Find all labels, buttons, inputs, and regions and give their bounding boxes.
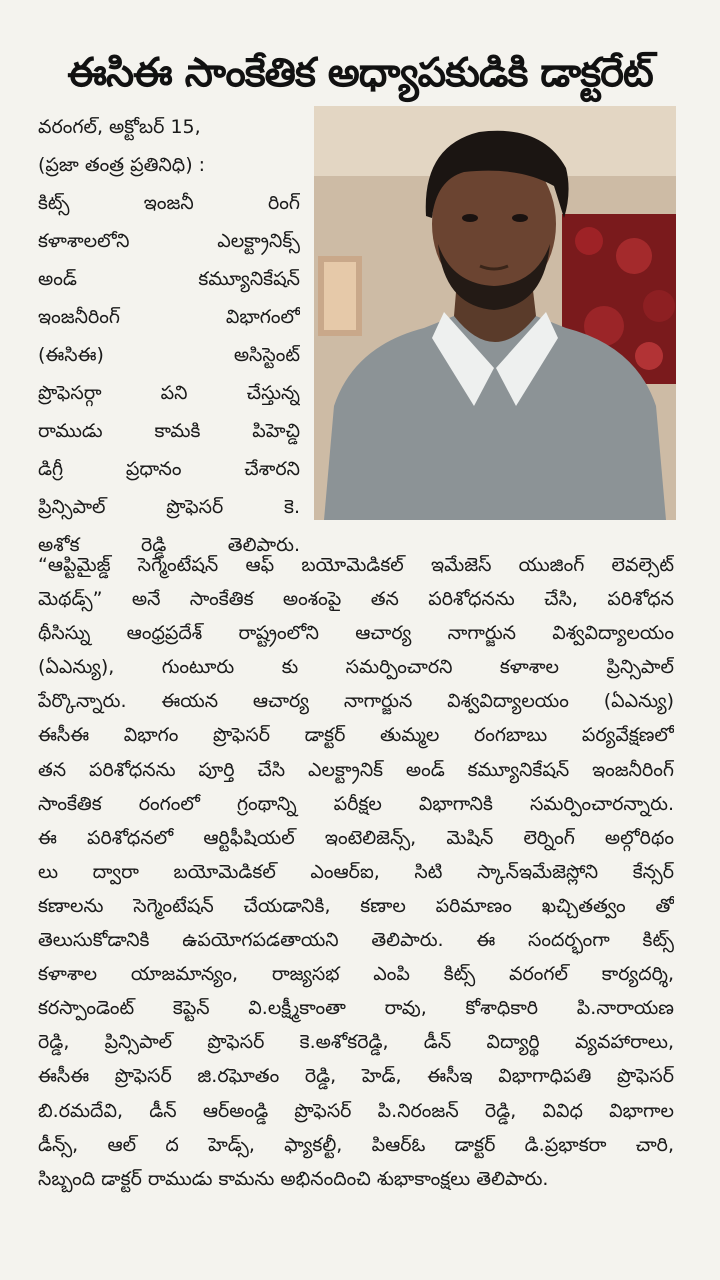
body-line: ఈ పరిశోధనలో ఆర్టిఫీషియల్ ఇంటెలిజెన్స్, మెషిన్ లెర్నింగ్ అల్గోరిథం bbox=[38, 826, 674, 849]
body-line: కళాశాల యాజమాన్యం, రాజ్యసభ ఎంపి కిట్స్ వరంగల్ కార్యదర్శి, bbox=[38, 963, 674, 986]
lead-line: (ఈసిఈ) అసిస్టెంట్ bbox=[38, 344, 300, 366]
body-line: సిబ్బంది డాక్టర్ రాముడు కామను అభినందించి శుభాకాంక్షలు తెలిపారు. bbox=[38, 1167, 549, 1190]
body-line: లు ద్వారా బయోమెడికల్ ఎంఆర్ఐ, సిటి స్కాన్ఇమేజెస్లోని కేన్సర్ bbox=[38, 860, 674, 883]
body-line: ఈసీఈ విభాగం ప్రొఫెసర్ డాక్టర్ తుమ్మల రంగబాబు పర్యవేక్షణలో bbox=[38, 724, 674, 747]
body-line: తెలుసుకోడానికి ఉపయోగపడతాయని తెలిపారు. ఈ సందర్భంగా కిట్స్ bbox=[38, 929, 674, 952]
body-line: బి.రమదేవి, డీన్ ఆర్అండ్డి ప్రొఫెసర్ పి.నిరంజన్ రెడ్డి, వివిధ విభాగాల bbox=[38, 1099, 674, 1122]
body-line: థీసిస్ను ఆంధ్రప్రదేశ్ రాష్ట్రంలోని ఆచార్య నాగార్జున విశ్వవిద్యాలయం bbox=[38, 622, 674, 645]
body-line: తన పరిశోధనను పూర్తి చేసి ఎలక్ట్రానిక్ అండ్ కమ్యూనికేషన్ ఇంజనీరింగ్ bbox=[38, 758, 674, 781]
portrait-photo bbox=[314, 106, 676, 520]
body-line: కరస్పాండెంట్ కెప్టెన్ వి.లక్ష్మీకాంతా రావు, కోశాధికారి పి.నారాయణ bbox=[38, 997, 674, 1020]
lead-line: డిగ్రీ ప్రధానం చేశారని bbox=[38, 458, 300, 480]
lead-line: రాముడు కామకి పిహెచ్డి bbox=[38, 420, 300, 442]
lead-line: అండ్ కమ్యూనికేషన్ bbox=[38, 268, 300, 290]
body-line: డీన్స్, ఆల్ ద హెడ్స్, ఫ్యాకల్టీ, పిఆర్ఓ డాక్టర్ డి.ప్రభాకరా చారి, bbox=[38, 1133, 674, 1156]
body-line: రెడ్డి, ప్రిన్సిపాల్ ప్రొఫెసర్ కె.అశోకరెడ్డి, డీన్ విద్యార్థి వ్యవహారాలు, bbox=[38, 1031, 674, 1054]
body-line: పేర్కొన్నారు. ఈయన ఆచార్య నాగార్జున విశ్వవిద్యాలయం (ఏఎన్యు) bbox=[38, 690, 674, 713]
lead-line: ప్రొఫెసర్గా పని చేస్తున్న bbox=[38, 382, 300, 404]
body-line: కణాలను సెగ్మెంటేషన్ చేయడానికి, కణాల పరిమాణం ఖచ్చితత్వం తో bbox=[38, 894, 674, 917]
headline: ఈసిఈ సాంకేతిక అధ్యాపకుడికి డాక్టరేట్ bbox=[67, 49, 653, 96]
body-line: (ఏఎన్యు), గుంటూరు కు సమర్పించారని కళాశాల ప్రిన్సిపాల్ bbox=[38, 656, 674, 679]
lead-line: ఇంజనీరింగ్ విభాగంలో bbox=[38, 306, 300, 328]
lead-line: కళాశాలలోని ఎలక్ట్రానిక్స్ bbox=[38, 230, 300, 252]
body-line: ఈసీఈ ప్రొఫెసర్ జి.రఘోతం రెడ్డి, హెడ్, ఈసీఇ విభాగాధిపతి ప్రొఫెసర్ bbox=[38, 1065, 674, 1088]
lead-line: కిట్స్ ఇంజనీ రింగ్ bbox=[38, 192, 300, 214]
lead-paragraph bbox=[38, 108, 300, 564]
body-line: మెథడ్స్” అనే సాంకేతిక అంశంపై తన పరిశోధనను చేసి, పరిశోధన bbox=[38, 588, 674, 611]
body-line: “ఆప్టిమైజ్డ్ సెగ్మెంటేషన్ ఆఫ్ బయోమెడికల్ ఇమేజెస్ యుజింగ్ లెవల్సెట్ bbox=[38, 554, 674, 576]
body-paragraph bbox=[38, 548, 674, 1196]
body-line: సాంకేతిక రంగంలో గ్రంథాన్ని పరీక్షల విభాగానికి సమర్పించారన్నారు. bbox=[38, 792, 674, 815]
lead-line: అశోక రెడ్డి తెలిపారు. bbox=[38, 534, 300, 556]
lead-line: (ప్రజా తంత్ర ప్రతినిధి) : bbox=[38, 154, 206, 176]
lead-line: వరంగల్, అక్టోబర్ 15, bbox=[38, 116, 201, 138]
lead-line: ప్రిన్సిపాల్ ప్రొఫెసర్ కె. bbox=[38, 496, 300, 518]
